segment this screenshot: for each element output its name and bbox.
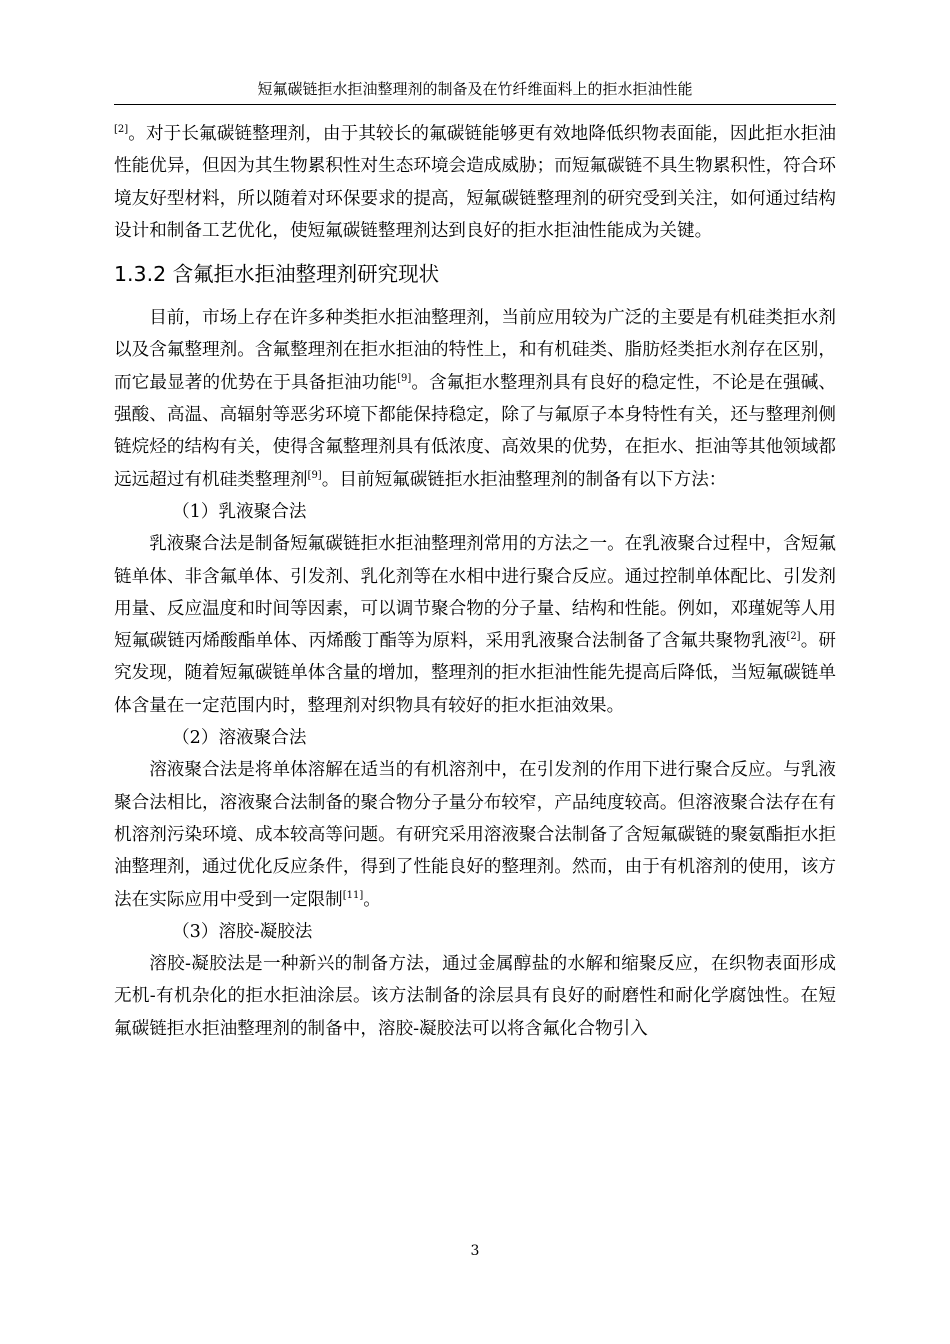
citation-ref: [11] <box>342 889 364 901</box>
paragraph-text: 溶液聚合法是将单体溶解在适当的有机溶剂中，在引发剂的作用下进行聚合反应。与乳液聚合法相比，溶液聚合法制备的聚合物分子量分布较窄，产品纯度较高。但溶液聚合法存在有机溶剂污染环境、成本较高等问题。有研究采用溶液聚合法制备了含短氟碳链的聚氨酯拒水拒油整理剂，通过优化反应条件，得到了性能良好的整理剂。然而，由于有机溶剂的使用，该方法在实际应用中受到一定限制 <box>114 760 836 910</box>
paragraph-text: 乳液聚合法是制备短氟碳链拒水拒油整理剂常用的方法之一。在乳液聚合过程中，含短氟链单体、非含氟单体、引发剂、乳化剂等在水相中进行聚合反应。通过控制单体配比、引发剂用量、反应温度和时间等因素，可以调节聚合物的分子量、结构和性能。例如，邓瑾妮等人用短氟碳链丙烯酸酯单体、丙烯酸丁酯等为原料，采用乳液聚合法制备了含氟共聚物乳液 <box>114 534 836 652</box>
method-title-sol-gel: （3）溶胶-凝胶法 <box>172 921 313 942</box>
paragraph-text: 。目前短氟碳链拒水拒油整理剂的制备有以下方法： <box>321 469 727 490</box>
paragraph-text: 。对于长氟碳链整理剂，由于其较长的氟碳链能够更有效地降低织物表面能，因此拒水拒油性能优异，但因为其生物累积性对生态环境会造成威胁；而短氟碳链不具生物累积性，符合环境友好型材料，所以随着对环保要求的提高，短氟碳链整理剂的研究受到关注，如何通过结构设计和制备工艺优化，使短氟碳链整理剂达到良好的拒水拒油性能成为关键。 <box>114 124 836 241</box>
method-title-emulsion: （1）乳液聚合法 <box>172 501 307 522</box>
paragraph-text: 。 <box>363 889 381 910</box>
paragraph-solution <box>114 754 836 915</box>
paragraph-intro <box>114 118 836 247</box>
citation-ref: [9] <box>307 469 322 481</box>
method-title-solution: （2）溶液聚合法 <box>172 728 307 749</box>
citation-ref: [9] <box>397 372 412 384</box>
section-heading: 1.3.2 含氟拒水拒油整理剂研究现状 <box>114 262 440 287</box>
paragraph-text: 溶胶-凝胶法是一种新兴的制备方法，通过金属醇盐的水解和缩聚反应，在织物表面形成无机-有机杂化的拒水拒油涂层。该方法制备的涂层具有良好的耐磨性和耐化学腐蚀性。在短氟碳链拒水拒油整理剂的制备中，溶胶-凝胶法可以将含氟化合物引入 <box>114 954 836 1039</box>
paragraph-research-status <box>114 302 836 496</box>
paragraph-emulsion <box>114 528 836 722</box>
citation-ref: [2] <box>114 124 129 136</box>
page-header: 短氟碳链拒水拒油整理剂的制备及在竹纤维面料上的拒水拒油性能 <box>257 80 693 98</box>
page-number: 3 <box>470 1243 480 1259</box>
page-body <box>114 118 836 1045</box>
header-rule <box>114 104 836 105</box>
paragraph-text: 目前，市场上存在许多种类拒水拒油整理剂，当前应用较为广泛的主要是有机硅类拒水剂以及含氟整理剂。含氟整理剂在拒水拒油的特性上，和有机硅类、脂肪烃类拒水剂存在区别，而它最显著的优势在于具备拒油功能 <box>114 308 836 393</box>
paragraph-sol-gel <box>114 948 836 1045</box>
paragraph-text: 。研究发现，随着短氟碳链单体含量的增加，整理剂的拒水拒油性能先提高后降低，当短氟碳链单体含量在一定范围内时，整理剂对织物具有较好的拒水拒油效果。 <box>114 631 836 716</box>
paragraph-text: 。含氟拒水整理剂具有良好的稳定性，不论是在强碱、强酸、高温、高辐射等恶劣环境下都能保持稳定，除了与氟原子本身特性有关，还与整理剂侧链烷烃的结构有关，使得含氟整理剂具有低浓度、高效果的优势，在拒水、拒油等其他领域都远远超过有机硅类整理剂 <box>114 372 836 490</box>
citation-ref: [2] <box>786 631 801 643</box>
